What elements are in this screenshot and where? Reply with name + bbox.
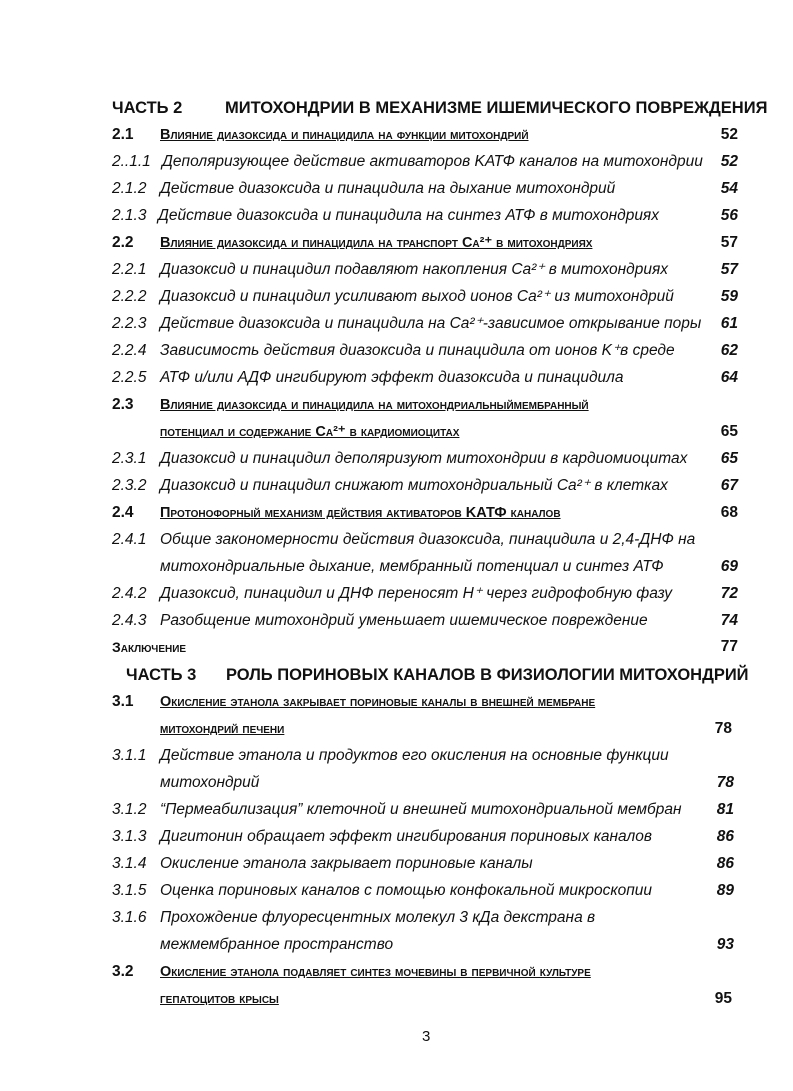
- toc-page: 68: [720, 504, 738, 521]
- toc-page: 62: [720, 342, 738, 359]
- toc-number: 2.4: [112, 504, 134, 521]
- toc-subsection: [112, 582, 738, 606]
- toc-section: [112, 393, 738, 417]
- toc-subsection: [112, 366, 738, 390]
- toc-title: Влияние диазоксида и пинацидила на митохондриальныймембранный: [160, 397, 589, 413]
- toc-title: Дигитонин обращает эффект ингибирования пориновых каналов: [160, 828, 652, 845]
- toc-title: Диазоксид, пинацидил и ДНФ переносят H⁺ через гидрофобную фазу: [160, 585, 672, 602]
- toc-title: Заключение: [112, 639, 187, 655]
- toc-title: “Пермеабилизация” клеточной и внешней митохондриальной мембран: [160, 801, 682, 818]
- toc-page: 93: [716, 936, 734, 953]
- toc-section: [112, 960, 732, 984]
- toc-number: 2.2.5: [112, 369, 147, 386]
- toc-title: митохондрий: [160, 774, 260, 791]
- toc-subsection: [112, 258, 738, 282]
- toc-subsection-continued: [112, 771, 734, 795]
- toc-number: 2..1.1: [112, 153, 151, 170]
- toc-page: 54: [720, 180, 738, 197]
- toc-title: Зависимость действия диазоксида и пинацидила от ионов K⁺в среде: [160, 342, 675, 359]
- toc-page: 78: [716, 774, 734, 791]
- toc-section: [112, 231, 738, 255]
- toc-title: митохондрий печени: [160, 721, 285, 737]
- toc-number: 2.4.1: [112, 531, 147, 548]
- toc-subsection: [112, 744, 734, 768]
- toc-number: 2.3.2: [112, 477, 147, 494]
- page-number: 3: [422, 1028, 431, 1045]
- toc-title: Диазоксид и пинацидил подавляют накопления Ca²⁺ в митохондриях: [160, 261, 669, 278]
- toc-page: 65: [720, 450, 738, 467]
- toc-page: 86: [716, 855, 734, 872]
- toc-title: Действие диазоксида и пинацидила на Ca²⁺-зависимое открывание поры: [160, 315, 702, 332]
- toc-number: 3.1.1: [112, 747, 147, 764]
- toc-subsection: [112, 285, 738, 309]
- toc-page: 61: [720, 315, 738, 332]
- toc-number: 2.1.3: [112, 207, 147, 224]
- toc-conclusion: [112, 635, 738, 659]
- toc-number: 3.1.2: [112, 801, 147, 818]
- toc-title: Влияние диазоксида и пинацидила на транспорт Ca²⁺ в митохондриях: [160, 235, 593, 251]
- toc-number: 3.1.3: [112, 828, 147, 845]
- toc-title: Диазоксид и пинацидил снижают митохондриальный Ca²⁺ в клетках: [160, 477, 668, 494]
- toc-number: 2.2.2: [112, 288, 147, 305]
- toc-subsection: [112, 474, 738, 498]
- toc-title: Прохождение флуоресцентных молекул 3 кДа декстрана в: [160, 909, 596, 926]
- toc-subsection: [112, 906, 734, 930]
- toc-number: 2.1: [112, 126, 134, 143]
- toc-page: 56: [720, 207, 738, 224]
- toc-section: [112, 123, 738, 147]
- toc-page: 95: [714, 990, 732, 1007]
- toc-number: 2.2: [112, 234, 134, 251]
- toc-page: 64: [720, 369, 738, 386]
- toc-subsection-continued: [112, 933, 734, 957]
- toc-section: [112, 690, 732, 714]
- toc-title: Оценка пориновых каналов с помощью конфокальной микроскопии: [160, 882, 653, 899]
- toc-page: 52: [720, 153, 738, 170]
- part-3-heading: [126, 663, 749, 687]
- toc-number: 2.1.2: [112, 180, 147, 197]
- toc-page: 67: [720, 477, 738, 494]
- toc-page: 78: [714, 720, 732, 737]
- toc-section-continued: [112, 717, 732, 741]
- toc-page: 86: [716, 828, 734, 845]
- toc-title: межмембранное пространство: [160, 936, 394, 953]
- toc-subsection: [112, 204, 738, 228]
- toc-section: [112, 501, 738, 525]
- toc-page: 69: [720, 558, 738, 575]
- toc-subsection: [112, 528, 738, 552]
- toc-number: 3.1.6: [112, 909, 147, 926]
- toc-title: митохондриальные дыхание, мембранный потенциал и синтез АТФ: [160, 558, 664, 575]
- toc-title: Действие этанола и продуктов его окисления на основные функции: [160, 747, 669, 764]
- toc-subsection: [112, 825, 734, 849]
- toc-title: Диазоксид и пинацидил деполяризуют митохондрии в кардиомиоцитах: [160, 450, 688, 467]
- toc-subsection: [112, 177, 738, 201]
- toc-number: 3.1: [112, 693, 134, 710]
- toc-title: Окисление этанола закрывает пориновые каналы в внешней мембране: [160, 694, 596, 710]
- toc-number: 2.2.4: [112, 342, 147, 359]
- toc-title: Окисление этанола закрывает пориновые каналы: [160, 855, 533, 872]
- toc-number: 2.4.2: [112, 585, 147, 602]
- toc-number: 2.3.1: [112, 450, 147, 467]
- toc-subsection: [112, 339, 738, 363]
- toc-title: Общие закономерности действия диазоксида, пинацидила и 2,4-ДНФ на: [160, 531, 696, 548]
- toc-page: 81: [716, 801, 734, 818]
- toc-section-continued: [112, 420, 738, 444]
- toc-number: 2.4.3: [112, 612, 147, 629]
- toc-page: 72: [720, 585, 738, 602]
- toc-number: 3.1.4: [112, 855, 147, 872]
- toc-title: Действие диазоксида и пинацидила на дыхание митохондрий: [160, 180, 616, 197]
- toc-title: Окисление этанола подавляет синтез мочевины в первичной культуре: [160, 964, 591, 980]
- toc-subsection: [112, 852, 734, 876]
- part-title: МИТОХОНДРИИ В МЕХАНИЗМЕ ИШЕМИЧЕСКОГО ПОВРЕЖДЕНИЯ: [225, 99, 768, 117]
- part-2-heading: [112, 96, 768, 120]
- toc-subsection-continued: [112, 555, 738, 579]
- toc-page: 57: [720, 234, 738, 251]
- toc-page: 77: [720, 638, 738, 655]
- toc-subsection: [112, 150, 738, 174]
- toc-subsection: [112, 879, 734, 903]
- toc-title: Протонофорный механизм действия активаторов KАТФ каналов: [160, 505, 561, 521]
- part-title: РОЛЬ ПОРИНОВЫХ КАНАЛОВ В ФИЗИОЛОГИИ МИТОХОНДРИЙ: [226, 666, 749, 684]
- toc-title: потенциал и содержание Ca²⁺ в кардиомиоцитах: [160, 424, 460, 440]
- toc-page: 89: [716, 882, 734, 899]
- toc-title: Действие диазоксида и пинацидила на синтез АТФ в митохондриях: [158, 207, 659, 224]
- toc-subsection: [112, 609, 738, 633]
- toc-number: 2.2.3: [112, 315, 147, 332]
- toc-number: 2.3: [112, 396, 134, 413]
- toc-number: 3.1.5: [112, 882, 147, 899]
- toc-page: 65: [720, 423, 738, 440]
- toc-number: 2.2.1: [112, 261, 147, 278]
- toc-number: 3.2: [112, 963, 134, 980]
- toc-section-continued: [112, 987, 732, 1011]
- toc-title: гепатоцитов крысы: [160, 991, 279, 1007]
- toc-title: Влияние диазоксида и пинацидила на функции митохондрий: [160, 127, 529, 143]
- toc-title: Деполяризующее действие активаторов KАТФ каналов на митохондрии: [162, 153, 703, 170]
- part-label: ЧАСТЬ 2: [112, 99, 183, 117]
- part-label: ЧАСТЬ 3: [126, 666, 197, 684]
- toc-title: АТФ и/или АДФ ингибируют эффект диазоксида и пинацидила: [160, 369, 624, 386]
- toc-page: 57: [720, 261, 738, 278]
- toc-subsection: [112, 798, 734, 822]
- toc-page: 59: [720, 288, 738, 305]
- toc-title: Разобщение митохондрий уменьшает ишемическое повреждение: [160, 612, 648, 629]
- toc-page: 74: [720, 612, 738, 629]
- toc-title: Диазоксид и пинацидил усиливают выход ионов Ca²⁺ из митохондрий: [160, 288, 674, 305]
- toc-subsection: [112, 447, 738, 471]
- toc-subsection: [112, 312, 738, 336]
- toc-page: 52: [720, 126, 738, 143]
